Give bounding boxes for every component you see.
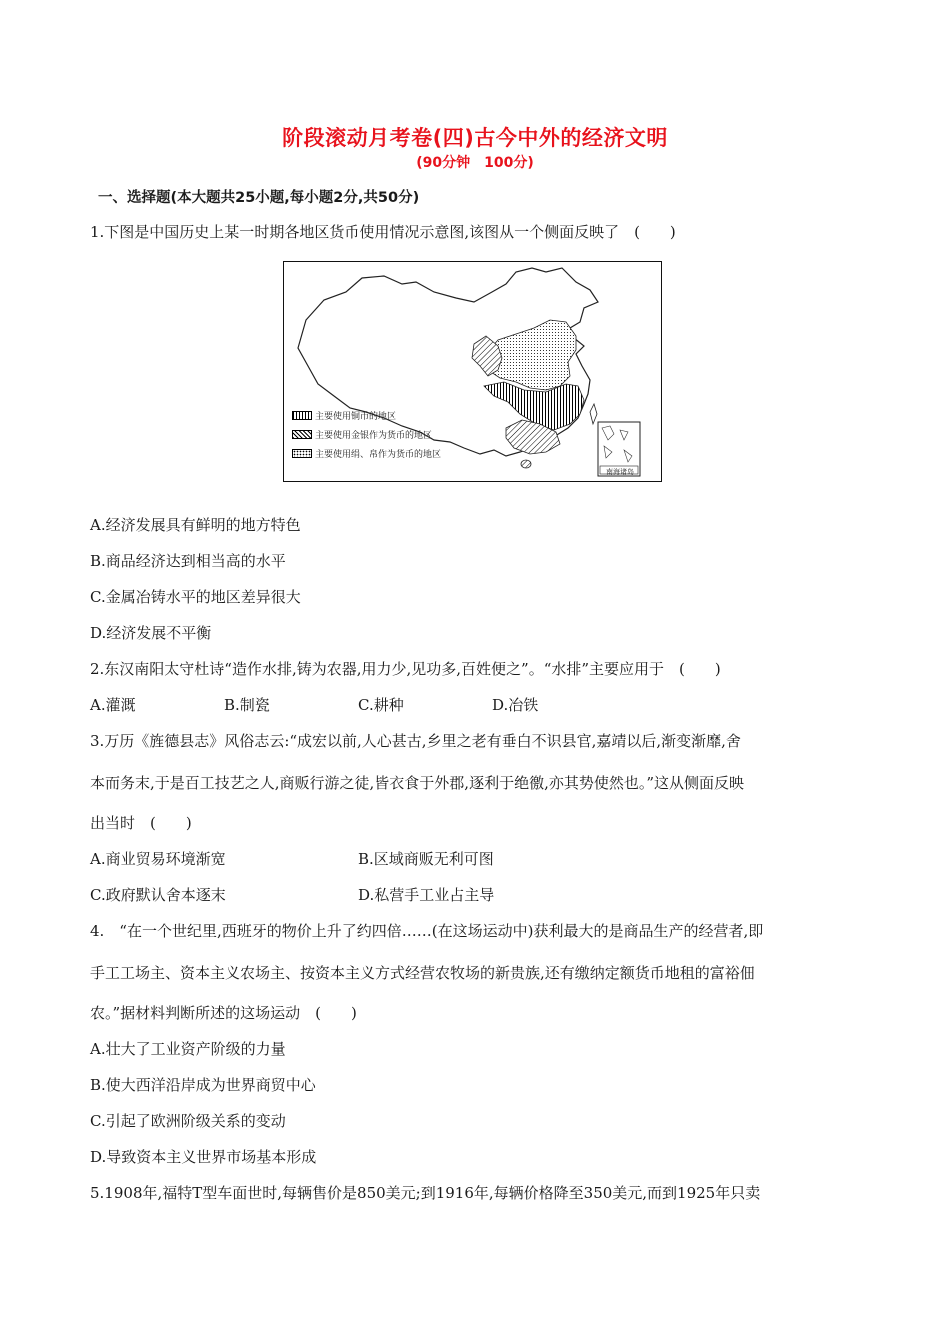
q4-option-c: C.引起了欧洲阶级关系的变动 bbox=[90, 1112, 286, 1130]
question-4-stem-line-3: 农。”据材料判断所述的这场运动 ( ) bbox=[90, 1004, 357, 1022]
legend-label: 主要使用铜币的地区 bbox=[315, 411, 397, 422]
q1-option-c: C.金属冶铸水平的地区差异很大 bbox=[90, 588, 301, 606]
q3-option-a: A.商业贸易环境渐宽 bbox=[90, 850, 226, 868]
q2-option-a: A.灌溉 bbox=[90, 696, 136, 714]
question-3-stem-line-3: 出当时 ( ) bbox=[90, 814, 192, 832]
q3-option-d: D.私营手工业占主导 bbox=[358, 886, 495, 904]
currency-map-figure bbox=[283, 261, 662, 482]
question-4-stem-line-1: 4. “在一个世纪里,西班牙的物价上升了约四倍……(在这场运动中)获利最大的是商品生产的经营者,即 bbox=[90, 922, 764, 940]
legend-label: 主要使用绢、帛作为货币的地区 bbox=[315, 449, 442, 460]
q2-option-c: C.耕种 bbox=[358, 696, 404, 714]
question-3-stem-line-2: 本而务末,于是百工技艺之人,商贩行游之徒,皆衣食于外郡,逐利于绝徼,亦其势使然也。”这从侧面反映 bbox=[90, 774, 745, 792]
q1-option-a: A.经济发展具有鲜明的地方特色 bbox=[90, 516, 301, 534]
page-title: 阶段滚动月考卷(四)古今中外的经济文明 bbox=[282, 126, 668, 150]
q2-option-b: B.制瓷 bbox=[224, 696, 270, 714]
section-header: 一、选择题(本大题共25小题,每小题2分,共50分) bbox=[98, 190, 420, 206]
q2-option-d: D.冶铁 bbox=[492, 696, 539, 714]
inset-label: 南海诸岛 bbox=[606, 468, 634, 476]
question-1-stem: 1.下图是中国历史上某一时期各地区货币使用情况示意图,该图从一个侧面反映了 ( ) bbox=[90, 223, 676, 241]
question-4-stem-line-2: 手工工场主、资本主义农场主、按资本主义方式经营农牧场的新贵族,还有缴纳定额货币地租的富裕佃 bbox=[90, 964, 755, 982]
q3-option-b: B.区域商贩无利可图 bbox=[358, 850, 494, 868]
dots-swatch-icon bbox=[292, 449, 312, 458]
q4-option-d: D.导致资本主义世界市场基本形成 bbox=[90, 1148, 317, 1166]
legend-label: 主要使用金银作为货币的地区 bbox=[315, 430, 433, 441]
question-5-stem: 5.1908年,福特T型车面世时,每辆售价是850美元;到1916年,每辆价格降至350美元,而到1925年只卖 bbox=[90, 1184, 761, 1202]
question-2-stem: 2.东汉南阳太守杜诗“造作水排,铸为农器,用力少,见功多,百姓便之”。“水排”主要应用于 ( ) bbox=[90, 660, 721, 678]
legend-item-copper bbox=[292, 409, 396, 421]
taiwan-island bbox=[590, 404, 597, 424]
legend-item-gold-silver bbox=[292, 428, 432, 440]
page-subtitle: (90分钟 100分) bbox=[416, 155, 534, 171]
vertical-lines-swatch-icon bbox=[292, 411, 312, 420]
q1-option-b: B.商品经济达到相当高的水平 bbox=[90, 552, 286, 570]
q4-option-a: A.壮大了工业资产阶级的力量 bbox=[90, 1040, 286, 1058]
legend-item-silk bbox=[292, 447, 441, 459]
q1-option-d: D.经济发展不平衡 bbox=[90, 624, 212, 642]
question-3-stem-line-1: 3.万历《旌德县志》风俗志云:“成宏以前,人心甚古,乡里之老有垂白不识县官,嘉靖以后,渐变渐靡,舍 bbox=[90, 732, 741, 750]
hainan-island bbox=[521, 460, 531, 468]
q4-option-b: B.使大西洋沿岸成为世界商贸中心 bbox=[90, 1076, 316, 1094]
diagonal-lines-swatch-icon bbox=[292, 430, 312, 439]
q3-option-c: C.政府默认舍本逐末 bbox=[90, 886, 226, 904]
